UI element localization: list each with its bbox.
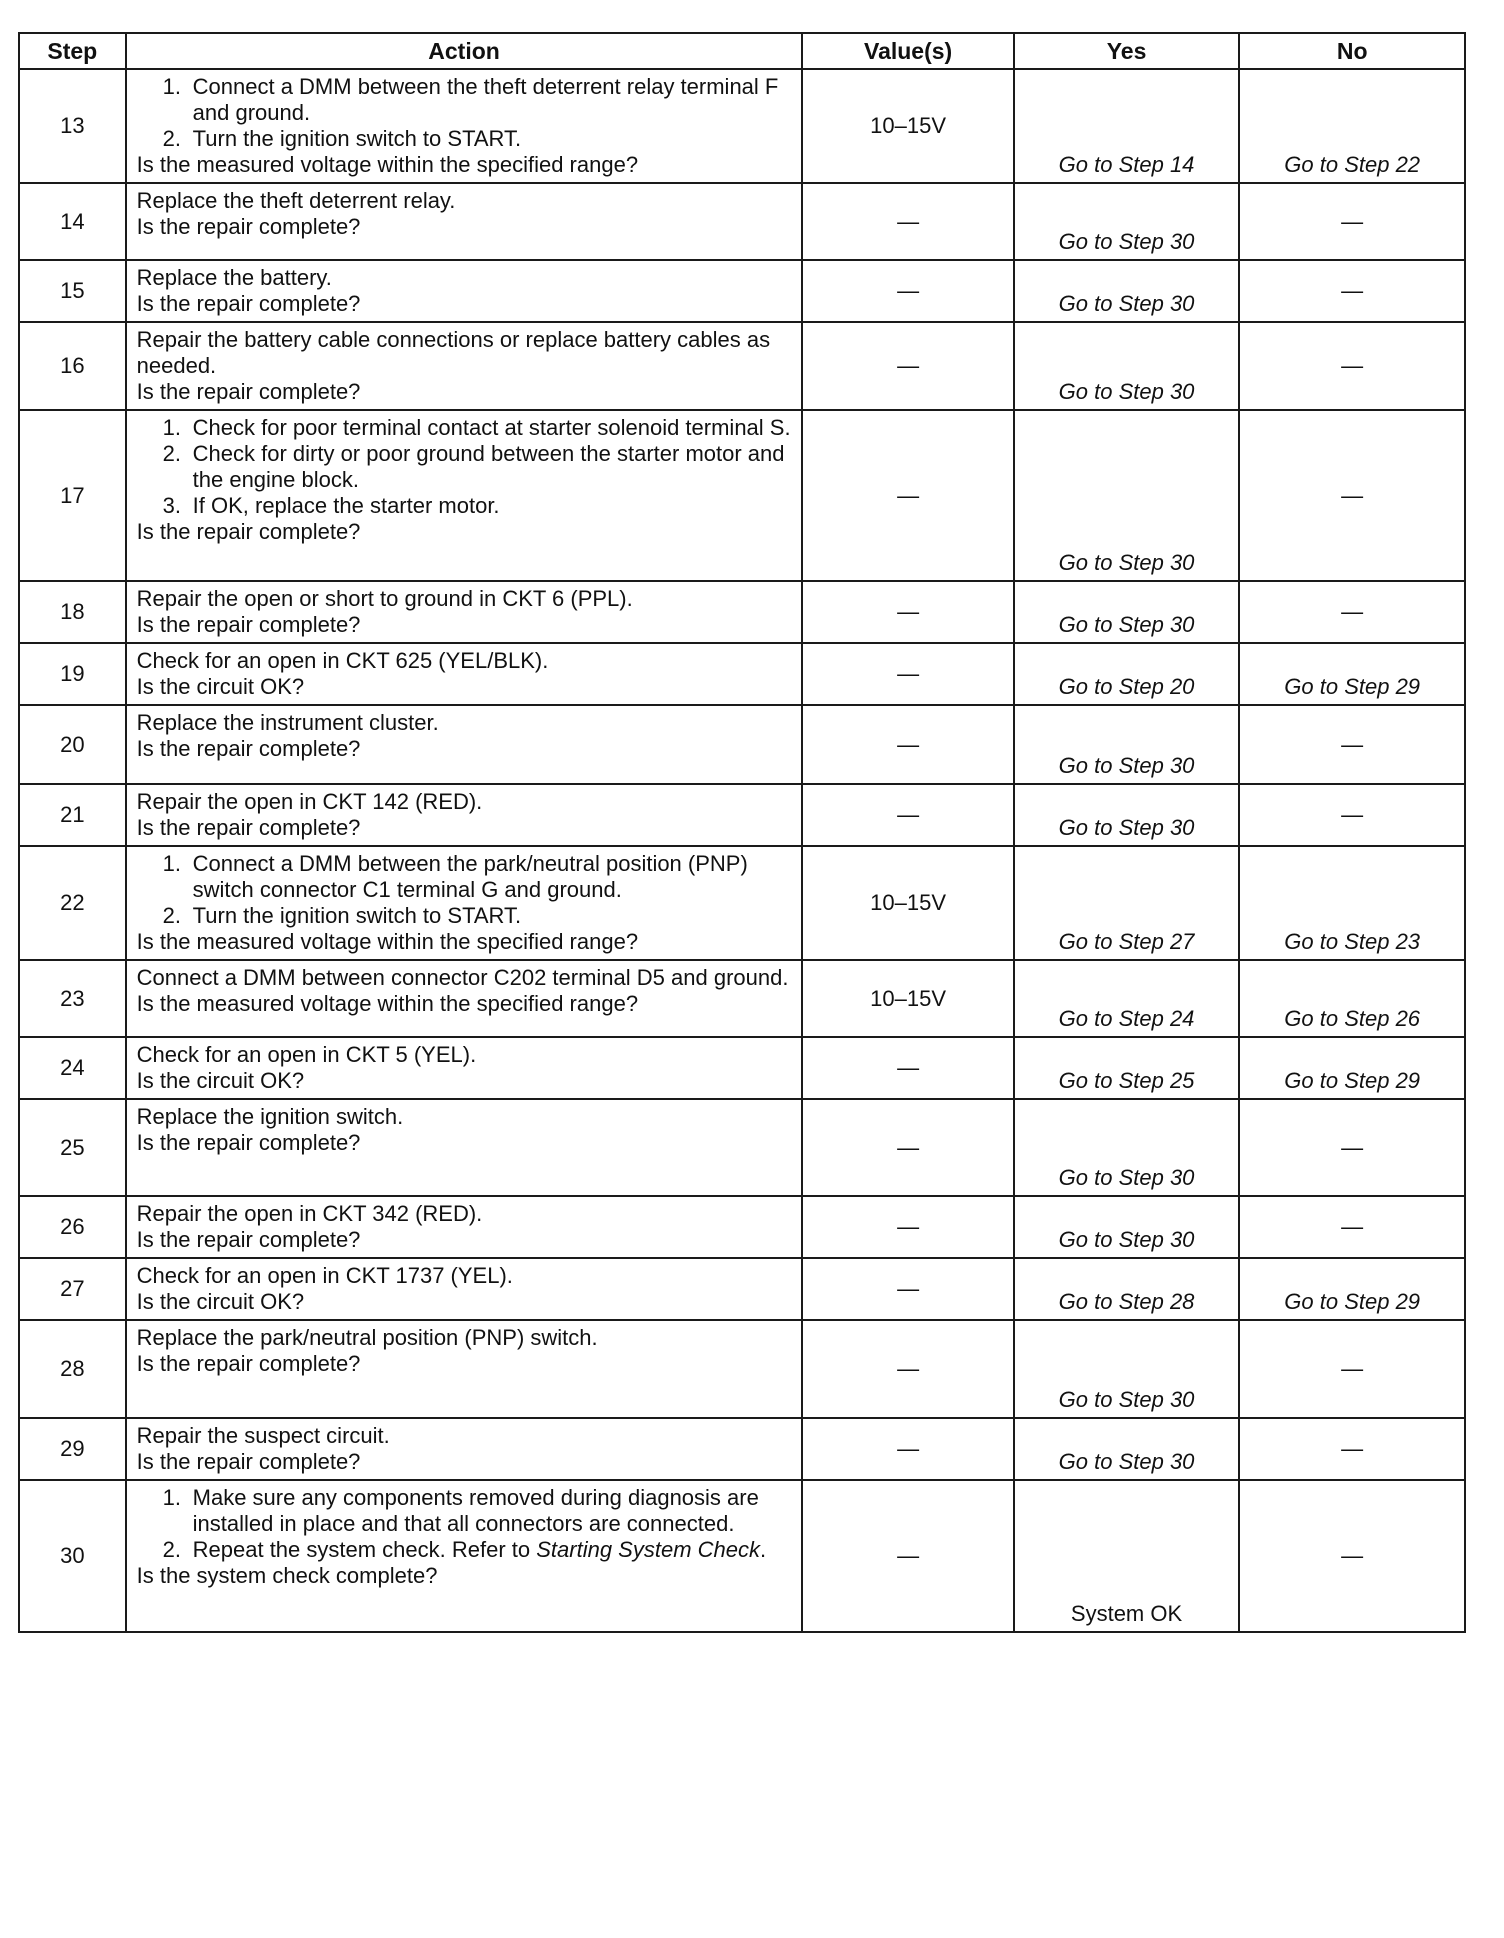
step-number: 16	[19, 322, 126, 410]
question-text: Is the repair complete?	[136, 291, 361, 316]
value-cell: —	[802, 1480, 1013, 1632]
question-text: Is the repair complete?	[136, 736, 361, 761]
no-cell	[1239, 784, 1465, 846]
table-row	[19, 322, 1465, 410]
list-item-number: 1.	[162, 74, 181, 99]
action-steps-list	[137, 851, 794, 929]
table-body	[19, 69, 1465, 1632]
list-item-text: Turn the ignition switch to START.	[192, 903, 522, 928]
table-row	[19, 705, 1465, 784]
no-cell	[1239, 1480, 1465, 1632]
action-cell	[126, 410, 803, 581]
action-text: Replace the theft deterrent relay.	[136, 188, 456, 213]
yes-result: Go to Step 30	[1058, 1387, 1195, 1412]
header-values: Value(s)	[802, 33, 1013, 69]
no-result: Go to Step 26	[1284, 1006, 1421, 1031]
header-yes: Yes	[1014, 33, 1240, 69]
table-row	[19, 260, 1465, 322]
value-cell: —	[802, 705, 1013, 784]
table-row	[19, 1196, 1465, 1258]
action-text: Replace the battery.	[136, 265, 332, 290]
no-result: —	[1341, 1356, 1364, 1381]
action-cell	[126, 581, 803, 643]
table-row	[19, 643, 1465, 705]
yes-result: Go to Step 30	[1058, 1165, 1195, 1190]
action-text: Repair the open in CKT 142 (RED).	[136, 789, 483, 814]
action-cell	[126, 846, 803, 960]
action-text: Repair the open or short to ground in CKT 6 (PPL).	[136, 586, 633, 611]
no-cell	[1239, 1099, 1465, 1196]
no-cell	[1239, 1320, 1465, 1418]
step-number: 29	[19, 1418, 126, 1480]
no-cell	[1239, 1418, 1465, 1480]
action-text: Replace the ignition switch.	[136, 1104, 404, 1129]
value-cell: —	[802, 1258, 1013, 1320]
action-cell	[126, 1480, 803, 1632]
yes-cell	[1014, 960, 1240, 1037]
table-row	[19, 1037, 1465, 1099]
no-result: —	[1341, 482, 1364, 508]
no-cell	[1239, 705, 1465, 784]
list-item-number: 2.	[162, 441, 181, 466]
question-text: Is the repair complete?	[136, 214, 361, 239]
no-cell	[1239, 581, 1465, 643]
list-item-number: 3.	[162, 493, 181, 518]
step-number: 23	[19, 960, 126, 1037]
step-number: 15	[19, 260, 126, 322]
header-action: Action	[126, 33, 803, 69]
step-number: 21	[19, 784, 126, 846]
yes-result: Go to Step 30	[1058, 753, 1195, 778]
list-item-text: Check for poor terminal contact at starter solenoid terminal S.	[192, 415, 791, 440]
action-text: Replace the instrument cluster.	[136, 710, 439, 735]
yes-cell	[1014, 1099, 1240, 1196]
value-cell: —	[802, 410, 1013, 581]
question-text: Is the system check complete?	[136, 1563, 438, 1588]
yes-cell	[1014, 183, 1240, 260]
yes-result: Go to Step 24	[1058, 1006, 1195, 1031]
no-result: Go to Step 29	[1284, 1289, 1421, 1314]
list-item-number: 1.	[162, 851, 181, 876]
action-steps-list	[137, 1485, 794, 1563]
value-cell: —	[802, 1418, 1013, 1480]
table-row	[19, 69, 1465, 183]
table-row	[19, 1258, 1465, 1320]
action-text: Replace the park/neutral position (PNP) switch.	[136, 1325, 598, 1350]
no-cell	[1239, 69, 1465, 183]
table-row	[19, 183, 1465, 260]
value-cell: —	[802, 1037, 1013, 1099]
list-item-text-end: .	[760, 1537, 767, 1562]
action-cell	[126, 260, 803, 322]
step-number: 13	[19, 69, 126, 183]
yes-result: Go to Step 30	[1058, 1227, 1195, 1252]
question-text: Is the circuit OK?	[136, 674, 305, 699]
header-no: No	[1239, 33, 1465, 69]
list-item-text: Connect a DMM between the park/neutral position (PNP) switch connector C1 terminal G and ground.	[192, 851, 748, 902]
question-text: Is the repair complete?	[136, 1351, 361, 1376]
yes-result: Go to Step 30	[1058, 550, 1195, 575]
action-text: Repair the open in CKT 342 (RED).	[136, 1201, 483, 1226]
list-item-text: Turn the ignition switch to START.	[192, 126, 522, 151]
step-number: 19	[19, 643, 126, 705]
value-cell: —	[802, 322, 1013, 410]
step-number: 27	[19, 1258, 126, 1320]
yes-cell	[1014, 581, 1240, 643]
value-cell: —	[802, 1320, 1013, 1418]
yes-result: System OK	[1070, 1601, 1183, 1626]
list-item	[163, 1485, 794, 1537]
yes-result: Go to Step 20	[1058, 674, 1195, 699]
reference-link: Starting System Check	[536, 1537, 760, 1562]
question-text: Is the repair complete?	[136, 1130, 361, 1155]
value-cell: —	[802, 784, 1013, 846]
step-number: 26	[19, 1196, 126, 1258]
yes-cell	[1014, 410, 1240, 581]
list-item-text: Connect a DMM between the theft deterrent relay terminal F and ground.	[192, 74, 779, 125]
yes-cell	[1014, 260, 1240, 322]
action-cell	[126, 1258, 803, 1320]
action-steps-list	[137, 74, 794, 152]
list-item	[163, 903, 794, 929]
step-number: 24	[19, 1037, 126, 1099]
question-text: Is the repair complete?	[136, 1227, 361, 1252]
list-item	[163, 493, 794, 519]
list-item-number: 2.	[162, 903, 181, 928]
list-item	[163, 74, 794, 126]
no-result: —	[1341, 1543, 1364, 1568]
no-result: —	[1341, 1436, 1364, 1461]
no-result: —	[1341, 599, 1364, 624]
action-cell	[126, 784, 803, 846]
yes-cell	[1014, 705, 1240, 784]
no-result: —	[1341, 1134, 1364, 1160]
question-text: Is the measured voltage within the specified range?	[136, 929, 639, 954]
question-text: Is the repair complete?	[136, 612, 361, 637]
question-text: Is the repair complete?	[136, 1449, 361, 1474]
list-item	[163, 126, 794, 152]
no-cell	[1239, 846, 1465, 960]
list-item	[163, 1537, 794, 1563]
no-cell	[1239, 410, 1465, 581]
yes-result: Go to Step 30	[1058, 379, 1195, 404]
yes-result: Go to Step 30	[1058, 1449, 1195, 1474]
diagnostic-table	[18, 32, 1466, 1633]
action-cell	[126, 705, 803, 784]
table-row	[19, 960, 1465, 1037]
table-row	[19, 1418, 1465, 1480]
action-cell	[126, 1418, 803, 1480]
yes-cell	[1014, 1480, 1240, 1632]
step-number: 28	[19, 1320, 126, 1418]
yes-cell	[1014, 784, 1240, 846]
yes-cell	[1014, 846, 1240, 960]
value-cell: —	[802, 643, 1013, 705]
question-text: Is the repair complete?	[136, 815, 361, 840]
no-cell	[1239, 1037, 1465, 1099]
step-number: 30	[19, 1480, 126, 1632]
action-cell	[126, 1320, 803, 1418]
no-result: —	[1341, 353, 1364, 378]
yes-result: Go to Step 30	[1058, 229, 1195, 254]
question-text: Is the circuit OK?	[136, 1289, 305, 1314]
table-row	[19, 1480, 1465, 1632]
action-steps-list	[137, 415, 794, 519]
no-result: —	[1341, 278, 1364, 303]
no-cell	[1239, 960, 1465, 1037]
no-cell	[1239, 183, 1465, 260]
value-cell: —	[802, 1196, 1013, 1258]
list-item	[163, 441, 794, 493]
no-cell	[1239, 260, 1465, 322]
table-row	[19, 581, 1465, 643]
no-result: —	[1341, 1214, 1364, 1239]
table-row	[19, 846, 1465, 960]
no-cell	[1239, 1196, 1465, 1258]
value-cell: —	[802, 183, 1013, 260]
list-item-number: 2.	[162, 126, 181, 151]
step-number: 14	[19, 183, 126, 260]
table-row	[19, 1320, 1465, 1418]
list-item-text: If OK, replace the starter motor.	[192, 493, 500, 518]
action-cell	[126, 322, 803, 410]
no-result: —	[1341, 802, 1364, 827]
table-row	[19, 410, 1465, 581]
yes-cell	[1014, 643, 1240, 705]
question-text: Is the repair complete?	[136, 379, 361, 404]
yes-cell	[1014, 322, 1240, 410]
action-text: Check for an open in CKT 1737 (YEL).	[136, 1263, 513, 1288]
yes-result: Go to Step 30	[1058, 291, 1195, 316]
yes-cell	[1014, 69, 1240, 183]
table-row	[19, 784, 1465, 846]
yes-result: Go to Step 28	[1058, 1289, 1195, 1314]
list-item	[163, 851, 794, 903]
yes-cell	[1014, 1418, 1240, 1480]
value-cell: —	[802, 1099, 1013, 1196]
step-number: 25	[19, 1099, 126, 1196]
value-cell: 10–15V	[802, 846, 1013, 960]
step-number: 18	[19, 581, 126, 643]
no-result: Go to Step 23	[1284, 929, 1421, 954]
action-cell	[126, 1196, 803, 1258]
action-text: Repair the suspect circuit.	[136, 1423, 390, 1448]
yes-result: Go to Step 27	[1058, 929, 1195, 954]
table-row	[19, 1099, 1465, 1196]
yes-cell	[1014, 1196, 1240, 1258]
question-text: Is the circuit OK?	[136, 1068, 305, 1093]
table-header-row	[19, 33, 1465, 69]
value-cell: 10–15V	[802, 960, 1013, 1037]
question-text: Is the measured voltage within the specified range?	[136, 991, 639, 1016]
value-cell: 10–15V	[802, 69, 1013, 183]
action-cell	[126, 960, 803, 1037]
question-text: Is the measured voltage within the specified range?	[136, 152, 639, 177]
no-cell	[1239, 322, 1465, 410]
header-step: Step	[19, 33, 126, 69]
list-item-number: 1.	[162, 1485, 181, 1510]
list-item	[163, 415, 794, 441]
list-item-text: Make sure any components removed during diagnosis are installed in place and that all connectors are connected.	[192, 1485, 759, 1536]
action-cell	[126, 1099, 803, 1196]
step-number: 17	[19, 410, 126, 581]
no-cell	[1239, 1258, 1465, 1320]
no-result: Go to Step 29	[1284, 674, 1421, 699]
action-cell	[126, 643, 803, 705]
value-cell: —	[802, 260, 1013, 322]
step-number: 22	[19, 846, 126, 960]
no-result: Go to Step 22	[1284, 152, 1421, 177]
yes-cell	[1014, 1258, 1240, 1320]
yes-result: Go to Step 25	[1058, 1068, 1195, 1093]
question-text: Is the repair complete?	[136, 519, 361, 544]
yes-cell	[1014, 1320, 1240, 1418]
yes-cell	[1014, 1037, 1240, 1099]
no-result: Go to Step 29	[1284, 1068, 1421, 1093]
yes-result: Go to Step 30	[1058, 815, 1195, 840]
no-cell	[1239, 643, 1465, 705]
action-text: Connect a DMM between connector C202 terminal D5 and ground.	[136, 965, 789, 990]
list-item-text: Check for dirty or poor ground between the starter motor and the engine block.	[192, 441, 785, 492]
action-text: Check for an open in CKT 625 (YEL/BLK).	[136, 648, 549, 673]
list-item-text: Repeat the system check. Refer to	[192, 1537, 537, 1562]
value-cell: —	[802, 581, 1013, 643]
no-result: —	[1341, 731, 1364, 757]
action-text: Check for an open in CKT 5 (YEL).	[136, 1042, 477, 1067]
yes-result: Go to Step 30	[1058, 612, 1195, 637]
step-number: 20	[19, 705, 126, 784]
yes-result: Go to Step 14	[1058, 152, 1195, 177]
action-text: Repair the battery cable connections or replace battery cables as needed.	[136, 327, 771, 378]
action-cell	[126, 1037, 803, 1099]
no-result: —	[1341, 208, 1364, 234]
list-item-number: 1.	[162, 415, 181, 440]
list-item-number: 2.	[162, 1537, 181, 1562]
action-cell	[126, 69, 803, 183]
action-cell	[126, 183, 803, 260]
